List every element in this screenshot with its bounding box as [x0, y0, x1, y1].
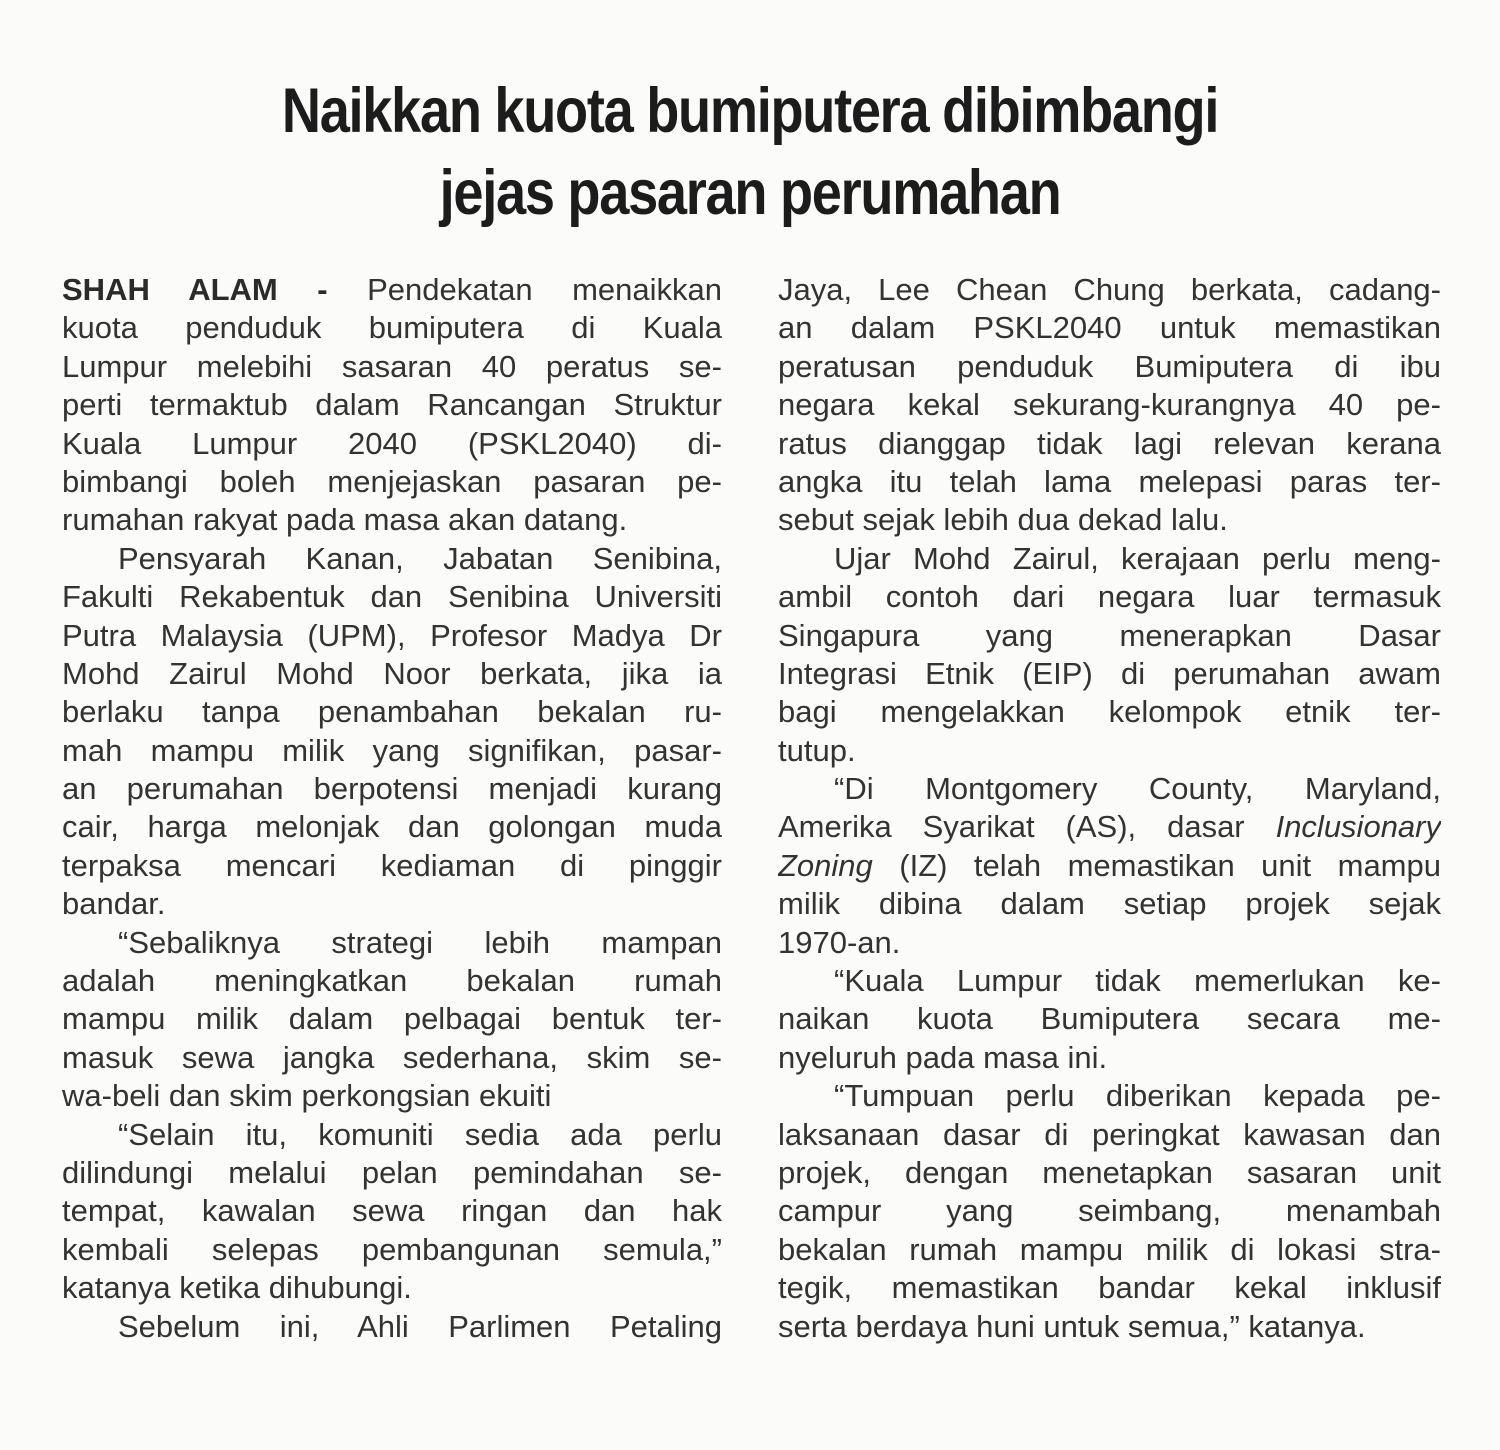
article-line: Integrasi Etnik (EIP) di perumahan awam	[778, 655, 1441, 691]
article-line: ratus dianggap tidak lagi relevan kerana	[778, 425, 1441, 461]
article-line: Kuala Lumpur 2040 (PSKL2040) di-	[62, 425, 722, 461]
article-line: nyeluruh pada masa ini.	[778, 1039, 1108, 1075]
article-line: serta berdaya huni untuk semua,” katanya.	[778, 1308, 1366, 1344]
article-line: projek, dengan menetapkan sasaran unit	[778, 1154, 1441, 1190]
article-line: perti termaktub dalam Rancangan Struktur	[62, 387, 722, 423]
article-line: Fakulti Rekabentuk dan Senibina Universiti	[62, 579, 722, 615]
article-line: katanya ketika dihubungi.	[62, 1270, 412, 1306]
article-line: sebut sejak lebih dua dekad lalu.	[778, 502, 1228, 538]
article-line: bagi mengelakkan kelompok etnik ter-	[778, 694, 1441, 730]
article-line: an perumahan berpotensi menjadi kurang	[62, 771, 722, 807]
article-column-left	[62, 271, 722, 1346]
article-line	[778, 808, 1441, 846]
headline-line-1: Naikkan kuota bumiputera dibimbangi	[281, 76, 1219, 146]
italic-term: Inclusionary	[1275, 809, 1441, 845]
article-line: dilindungi melalui pelan pemindahan se-	[62, 1154, 722, 1190]
article-column-right	[778, 271, 1441, 1346]
article-line: Singapura yang menerapkan Dasar	[778, 617, 1441, 653]
article-line: 1970-an.	[778, 924, 901, 960]
article-line: Pensyarah Kanan, Jabatan Senibina,	[118, 540, 722, 576]
article-line: mah mampu milik yang signifikan, pasar-	[62, 732, 722, 768]
article-line: masuk sewa jangka sederhana, skim se-	[62, 1039, 722, 1075]
article-line: terpaksa mencari kediaman di pinggir	[62, 847, 722, 883]
article-line: Mohd Zairul Mohd Noor berkata, jika ia	[62, 655, 722, 691]
article-line: an dalam PSKL2040 untuk memastikan	[778, 310, 1441, 346]
article-line	[778, 847, 1441, 885]
article-line: “Tumpuan perlu diberikan kepada pe-	[834, 1078, 1441, 1114]
headline-line-2: jejas pasaran perumahan	[439, 158, 1061, 228]
article-line: bekalan rumah mampu milik di lokasi stra-	[778, 1231, 1441, 1267]
article-line: kembali selepas pembangunan semula,”	[62, 1231, 722, 1267]
dateline: SHAH ALAM -	[62, 272, 328, 307]
article-line: “Selain itu, komuniti sedia ada perlu	[118, 1116, 722, 1152]
article-line: ambil contoh dari negara luar termasuk	[778, 579, 1441, 615]
article-line: angka itu telah lama melepasi paras ter-	[778, 463, 1441, 499]
article-line: Putra Malaysia (UPM), Profesor Madya Dr	[62, 617, 722, 653]
article-line: negara kekal sekurang-kurangnya 40 pe-	[778, 387, 1441, 423]
article-line: Jaya, Lee Chean Chung berkata, cadang-	[778, 272, 1441, 307]
article-line	[62, 271, 722, 309]
article-line: adalah meningkatkan bekalan rumah	[62, 963, 722, 999]
article-line: kuota penduduk bumiputera di Kuala	[62, 310, 722, 346]
article-line: naikan kuota Bumiputera secara me-	[778, 1001, 1441, 1037]
article-line: tutup.	[778, 732, 856, 768]
article-line: Ujar Mohd Zairul, kerajaan perlu meng-	[834, 540, 1441, 576]
article-line: “Sebaliknya strategi lebih mampan	[118, 924, 722, 960]
article-line: Lumpur melebihi sasaran 40 peratus se-	[62, 348, 722, 384]
article-line: “Di Montgomery County, Maryland,	[834, 771, 1441, 807]
italic-term: Zoning	[778, 847, 873, 883]
article-line: mampu milik dalam pelbagai bentuk ter-	[62, 1001, 722, 1037]
article-line: peratusan penduduk Bumiputera di ibu	[778, 348, 1441, 384]
article-line: milik dibina dalam setiap projek sejak	[778, 886, 1441, 922]
article-line: bimbangi boleh menjejaskan pasaran pe-	[62, 463, 722, 499]
article-text: (IZ) telah memastikan unit mampu	[872, 847, 1441, 883]
article-line: Sebelum ini, Ahli Parlimen Petaling	[118, 1308, 722, 1344]
headline	[191, 70, 1309, 234]
article-line: campur yang seimbang, menambah	[778, 1193, 1441, 1229]
article-line: rumahan rakyat pada masa akan datang.	[62, 502, 628, 538]
article-text: Amerika Syarikat (AS), dasar	[778, 809, 1276, 845]
article-line: tegik, memastikan bandar kekal inklusif	[778, 1270, 1441, 1306]
article-text: Pendekatan menaikkan	[327, 272, 722, 307]
article-line: cair, harga melonjak dan golongan muda	[62, 809, 722, 845]
article-line: tempat, kawalan sewa ringan dan hak	[62, 1193, 722, 1229]
article-line: berlaku tanpa penambahan bekalan ru-	[62, 694, 722, 730]
article-line: “Kuala Lumpur tidak memerlukan ke-	[834, 963, 1441, 999]
article-line: laksanaan dasar di peringkat kawasan dan	[778, 1116, 1441, 1152]
article-line: bandar.	[62, 886, 166, 922]
article-line: wa-beli dan skim perkongsian ekuiti	[62, 1078, 552, 1114]
